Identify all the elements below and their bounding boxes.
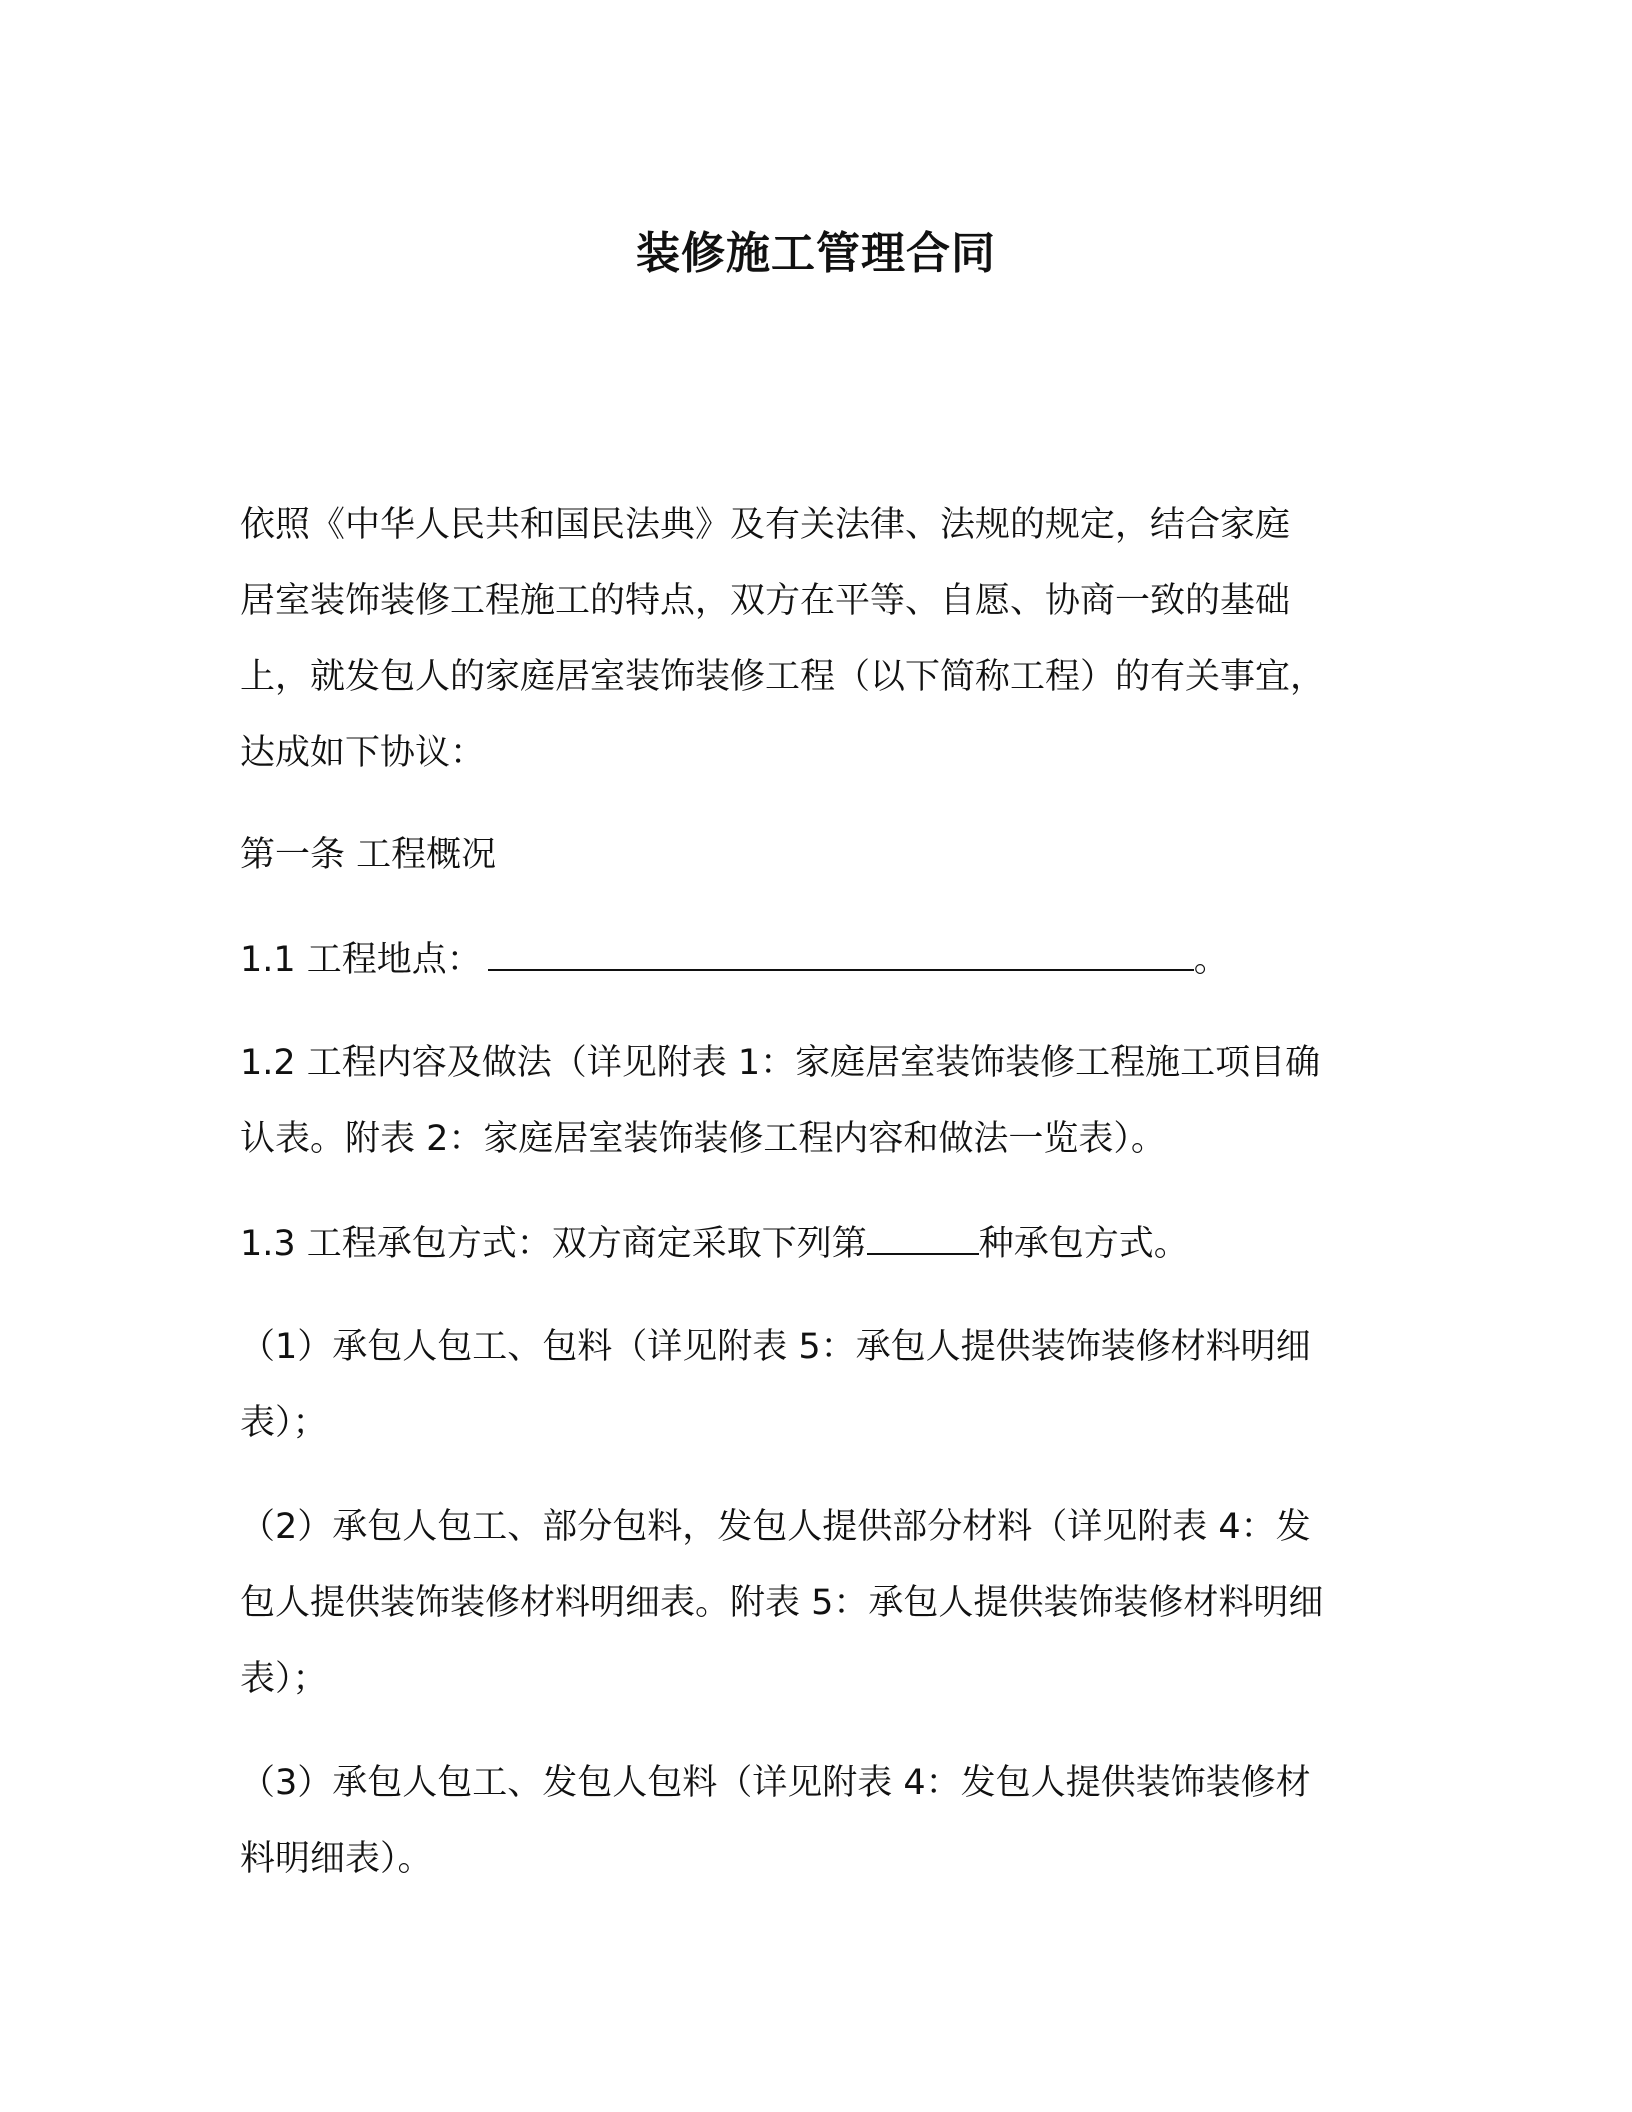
contract-method-blank[interactable] bbox=[867, 1219, 979, 1255]
option-3-line-1: （3）承包人包工、发包人包料（详见附表 4：发包人提供装饰装修材 bbox=[240, 1763, 1311, 1803]
item-1-1 bbox=[240, 935, 1229, 984]
document-title: 装修施工管理合同 bbox=[636, 228, 996, 279]
article-1-heading: 第一条 工程概况 bbox=[240, 835, 497, 875]
site-address-blank[interactable] bbox=[488, 935, 1194, 971]
option-1-line-1: （1）承包人包工、包料（详见附表 5：承包人提供装饰装修材料明细 bbox=[240, 1327, 1311, 1367]
intro-line-2: 居室装饰装修工程施工的特点，双方在平等、自愿、协商一致的基础 bbox=[240, 581, 1291, 621]
item-1-1-end: 。 bbox=[1193, 940, 1229, 980]
item-1-1-label: 1.1 工程地点： bbox=[240, 940, 482, 980]
item-1-3-after: 种承包方式。 bbox=[978, 1224, 1189, 1264]
option-2-line-3: 表）； bbox=[240, 1659, 328, 1699]
intro-line-4: 达成如下协议： bbox=[240, 733, 486, 773]
item-1-2-line-1: 1.2 工程内容及做法（详见附表 1：家庭居室装饰装修工程施工项目确 bbox=[240, 1043, 1321, 1083]
intro-line-3: 上，就发包人的家庭居室装饰装修工程（以下简称工程）的有关事宜， bbox=[240, 657, 1326, 697]
item-1-2-line-2: 认表。附表 2：家庭居室装饰装修工程内容和做法一览表）。 bbox=[240, 1119, 1166, 1159]
option-1-line-2: 表）； bbox=[240, 1403, 328, 1443]
option-2-line-2: 包人提供装饰装修材料明细表。附表 5：承包人提供装饰装修材料明细 bbox=[240, 1583, 1324, 1623]
item-1-3-before: 1.3 工程承包方式：双方商定采取下列第 bbox=[240, 1224, 867, 1264]
item-1-3 bbox=[240, 1219, 1189, 1268]
option-3-line-2: 料明细表）。 bbox=[240, 1839, 433, 1879]
option-2-line-1: （2）承包人包工、部分包料，发包人提供部分材料（详见附表 4：发 bbox=[240, 1507, 1311, 1547]
intro-line-1: 依照《中华人民共和国民法典》及有关法律、法规的规定，结合家庭 bbox=[240, 505, 1291, 545]
